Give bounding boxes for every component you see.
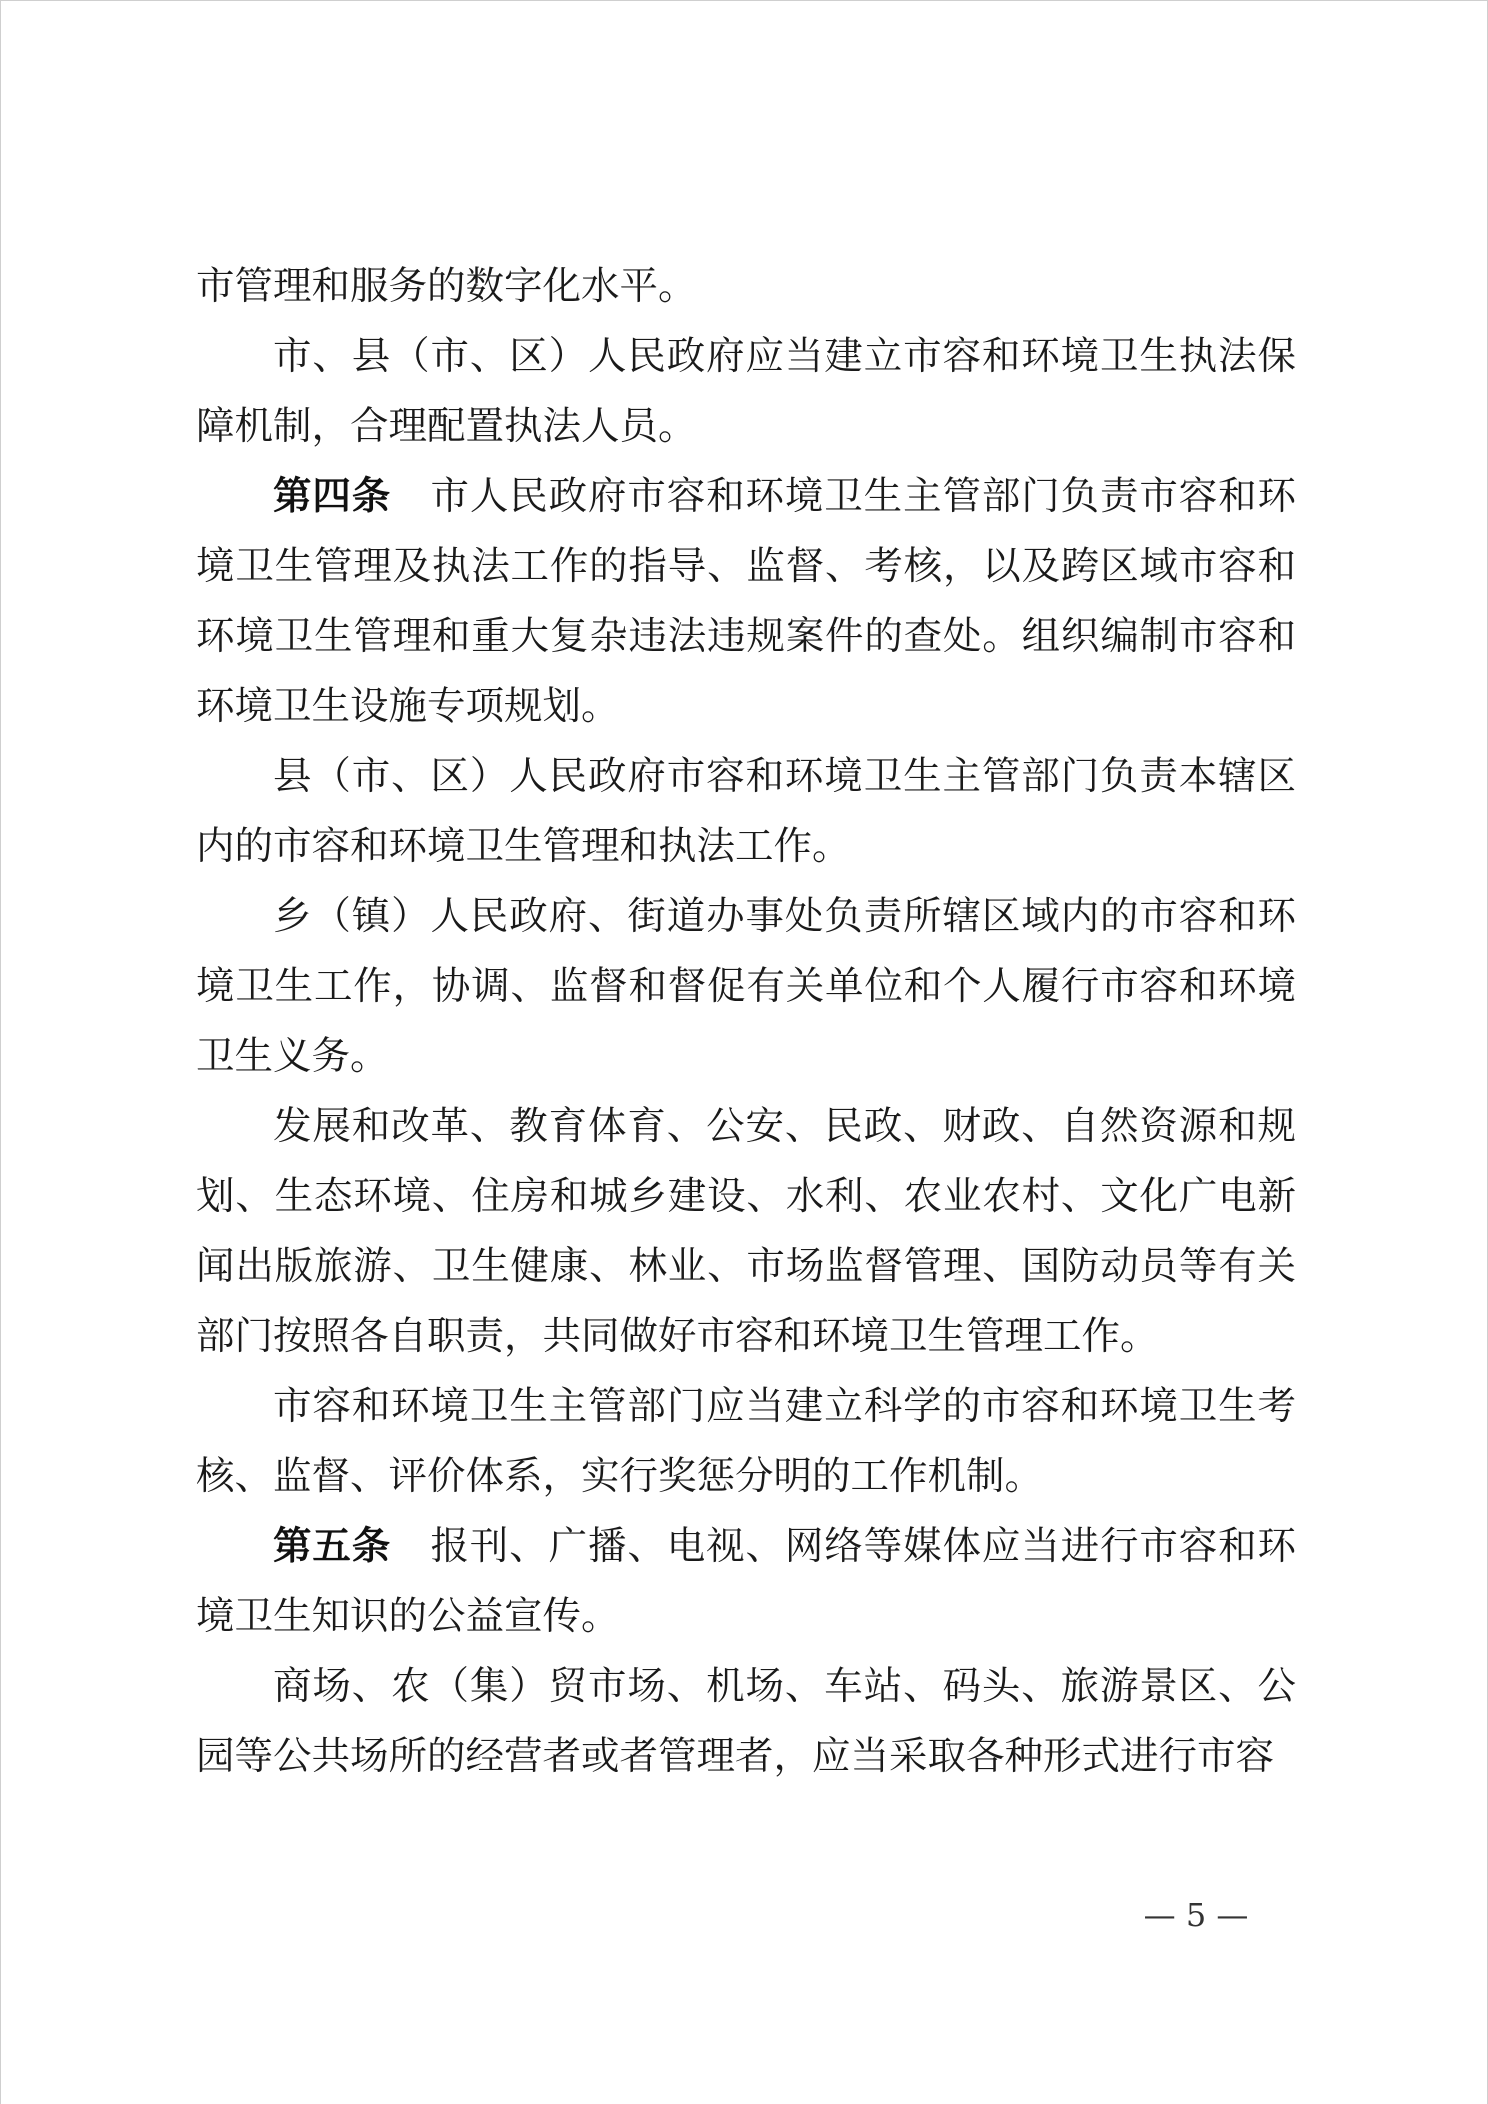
article-label: 第五条 [273, 1524, 392, 1569]
page-number: — 5 — [1143, 1896, 1249, 1934]
paragraph: 市容和环境卫生主管部门应当建立科学的市容和环境卫生考核、监督、评价体系，实行奖惩分明的工作机制。 [196, 1384, 1296, 1499]
paragraph: 县（市、区）人民政府市容和环境卫生主管部门负责本辖区内的市容和环境卫生管理和执法工作。 [196, 754, 1296, 869]
article-paragraph [196, 1512, 1296, 1652]
article-label: 第四条 [273, 474, 392, 519]
article-text: 报刊、广播、电视、网络等媒体应当进行市容和环境卫生知识的公益宣传。 [196, 1524, 1296, 1639]
article-paragraph [196, 462, 1296, 742]
article-text: 市人民政府市容和环境卫生主管部门负责市容和环境卫生管理及执法工作的指导、监督、考核，以及跨区域市容和环境卫生管理和重大复杂违法违规案件的查处。组织编制市容和环境卫生设施专项规划。 [196, 474, 1296, 729]
paragraph: 发展和改革、教育体育、公安、民政、财政、自然资源和规划、生态环境、住房和城乡建设、水利、农业农村、文化广电新闻出版旅游、卫生健康、林业、市场监督管理、国防动员等有关部门按照各自职责，共同做好市容和环境卫生管理工作。 [196, 1104, 1296, 1359]
document-body [196, 252, 1296, 1792]
paragraph: 乡（镇）人民政府、街道办事处负责所辖区域内的市容和环境卫生工作，协调、监督和督促有关单位和个人履行市容和环境卫生义务。 [196, 894, 1296, 1079]
paragraph: 商场、农（集）贸市场、机场、车站、码头、旅游景区、公园等公共场所的经营者或者管理者，应当采取各种形式进行市容 [196, 1664, 1296, 1779]
paragraph: 市、县（市、区）人民政府应当建立市容和环境卫生执法保障机制，合理配置执法人员。 [196, 334, 1296, 449]
paragraph-continuation: 市管理和服务的数字化水平。 [196, 264, 697, 309]
